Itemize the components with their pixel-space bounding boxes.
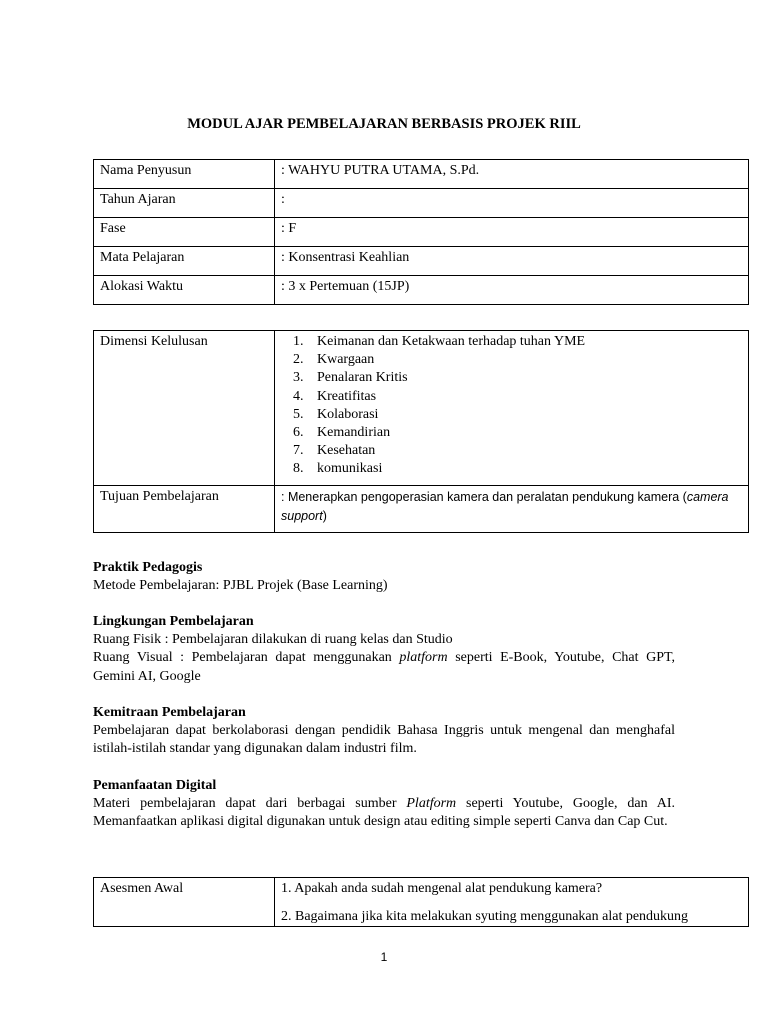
row-label: Mata Pelajaran xyxy=(94,247,275,276)
praktik-section xyxy=(93,559,675,595)
section-text: Ruang Visual : Pembelajaran dapat menggunakan platform seperti E-Book, Youtube, Chat GPT, Gemini AI, Google xyxy=(93,650,676,684)
table-row xyxy=(94,331,749,486)
document-title: MODUL AJAR PEMBELAJARAN BERBASIS PROJEK RIIL xyxy=(187,116,581,132)
section-text: Ruang Fisik : Pembelajaran dilakukan di ruang kelas dan Studio xyxy=(93,632,453,648)
asesmen-value xyxy=(275,878,749,927)
tujuan-label: Tujuan Pembelajaran xyxy=(94,486,275,533)
asesmen-question: 2. Bagaimana jika kita melakukan syuting menggunakan alat pendukung xyxy=(281,909,689,924)
list-item: 2. Kwargaan xyxy=(293,352,375,368)
kemitraan-section xyxy=(93,704,675,759)
list-item: 8. komunikasi xyxy=(293,461,383,477)
section-text: Metode Pembelajaran: PJBL Projek (Base Learning) xyxy=(93,578,388,594)
dimensi-list xyxy=(281,333,742,479)
asesmen-table xyxy=(93,877,749,927)
asesmen-label: Asesmen Awal xyxy=(94,878,275,927)
page-number: 1 xyxy=(380,950,388,964)
list-item: 7. Kesehatan xyxy=(293,443,376,459)
tujuan-value: : Menerapkan pengoperasian kamera dan peralatan pendukung kamera (camera support) xyxy=(275,486,749,533)
table-row xyxy=(94,276,749,305)
table-row xyxy=(94,189,749,218)
row-value: : F xyxy=(275,218,749,247)
section-heading: Kemitraan Pembelajaran xyxy=(93,705,246,720)
table-row xyxy=(94,160,749,189)
row-value: : WAHYU PUTRA UTAMA, S.Pd. xyxy=(275,160,749,189)
row-value: : Konsentrasi Keahlian xyxy=(275,247,749,276)
table-row xyxy=(94,878,749,927)
identity-table xyxy=(93,159,749,305)
list-item: 1. Keimanan dan Ketakwaan terhadap tuhan YME xyxy=(293,334,586,349)
asesmen-question: 1. Apakah anda sudah mengenal alat pendukung kamera? xyxy=(281,881,603,896)
table-row xyxy=(94,218,749,247)
digital-section xyxy=(93,777,675,832)
list-item: 4. Kreatifitas xyxy=(293,388,377,404)
row-label: Fase xyxy=(94,218,275,247)
table-row xyxy=(94,247,749,276)
row-value: : xyxy=(275,189,749,218)
list-item: 6. Kemandirian xyxy=(293,425,391,441)
section-text: Materi pembelajaran dapat dari berbagai sumber Platform seperti Youtube, Google, dan AI. Memanfaatkan aplikasi digital digunakan untuk design atau editing simple seperti Canva dan Cap Cut. xyxy=(93,796,675,830)
section-heading: Lingkungan Pembelajaran xyxy=(93,614,254,629)
row-label: Alokasi Waktu xyxy=(94,276,275,305)
list-item: 3. Penalaran Kritis xyxy=(293,370,408,386)
competency-table xyxy=(93,330,749,533)
row-label: Tahun Ajaran xyxy=(94,189,275,218)
section-text: Pembelajaran dapat berkolaborasi dengan pendidik Bahasa Inggris untuk mengenal dan menghafal istilah-istilah standar yang digunakan dalam industri film. xyxy=(93,723,675,757)
dimensi-cell xyxy=(275,331,749,486)
section-heading: Praktik Pedagogis xyxy=(93,560,203,575)
dimensi-label: Dimensi Kelulusan xyxy=(94,331,275,486)
row-label: Nama Penyusun xyxy=(94,160,275,189)
section-heading: Pemanfaatan Digital xyxy=(93,778,217,793)
lingkungan-section xyxy=(93,613,675,686)
table-row xyxy=(94,486,749,533)
row-value: : 3 x Pertemuan (15JP) xyxy=(275,276,749,305)
list-item: 5. Kolaborasi xyxy=(293,406,379,422)
